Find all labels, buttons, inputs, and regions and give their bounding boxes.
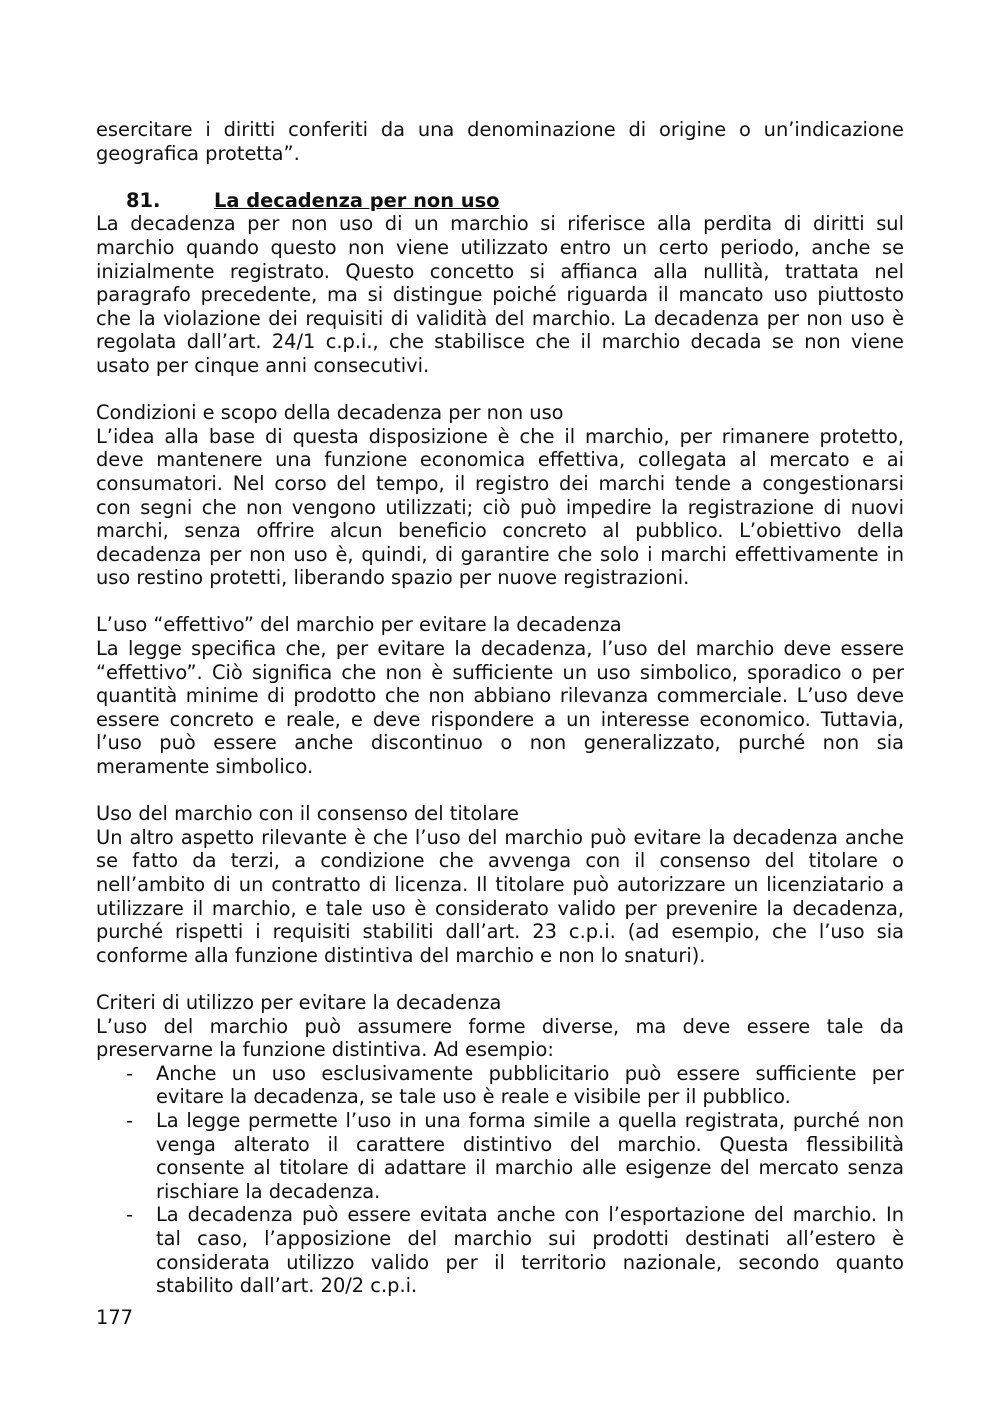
bullet-dash: - [126, 1108, 133, 1132]
spacer [96, 967, 904, 991]
intro-paragraph: esercitare i diritti conferiti da una denominazione di origine o un’indicazione geografica protetta”. [96, 118, 904, 165]
document-page [96, 118, 904, 1298]
section-title: La decadenza per non uso [214, 188, 500, 212]
bullet-dash: - [126, 1203, 133, 1227]
spacer [96, 590, 904, 614]
list-item [96, 1062, 904, 1109]
spacer [96, 779, 904, 803]
section-paragraph: La decadenza per non uso di un marchio si riferisce alla perdita di diritti sul marchio quando questo non viene utilizzato entro un certo periodo, anche se inizialmente registrato. Questo concetto si affianca alla nullità, trattata nel paragrafo precedente, ma si distingue poiché riguarda il mancato uso piuttosto che la violazione dei requisiti di validità del marchio. La decadenza per non uso è regolata dall’art. 24/1 c.p.i., che stabilisce che il marchio decada se non viene usato per cinque anni consecutivi. [96, 212, 904, 377]
list-item [96, 1109, 904, 1203]
paragraph-criteria: L’uso del marchio può assumere forme diverse, ma deve essere tale da preservarne la funzione distintiva. Ad esempio: [96, 1014, 904, 1062]
list-item-text: La decadenza può essere evitata anche con l’esportazione del marchio. In tal caso, l’apposizione del marchio sui prodotti destinati all’estero è considerata utilizzo valido per il territorio nazionale, secondo quanto stabilito dall’art. 20/2 c.p.i. [156, 1203, 904, 1298]
spacer [96, 378, 904, 402]
criteria-list [96, 1062, 904, 1298]
list-item [96, 1203, 904, 1297]
bullet-dash: - [126, 1061, 133, 1085]
list-item-text: Anche un uso esclusivamente pubblicitario può essere sufficiente per evitare la decadenza, se tale uso è reale e visibile per il pubblico. [156, 1061, 904, 1109]
subheading-criteria: Criteri di utilizzo per evitare la decadenza [96, 990, 502, 1014]
section-number: 81. [126, 188, 161, 212]
list-item-text: La legge permette l’uso in una forma simile a quella registrata, purché non venga alterato il carattere distintivo del marchio. Questa flessibilità consente al titolare di adattare il marchio alle esigenze del mercato senza rischiare la decadenza. [156, 1108, 904, 1203]
subheading-effective-use: L’uso “effettivo” del marchio per evitare la decadenza [96, 613, 622, 637]
section-heading [96, 189, 904, 213]
paragraph-consent: Un altro aspetto rilevante è che l’uso del marchio può evitare la decadenza anche se fatto da terzi, a condizione che avvenga con il consenso del titolare o nell’ambito di un contratto di licenza. Il titolare può autorizzare un licenziatario a utilizzare il marchio, e tale uso è considerato valido per prevenire la decadenza, purché rispetti i requisiti stabiliti dall’art. 23 c.p.i. (ad esempio, che l’uso sia conforme alla funzione distintiva del marchio e non lo snaturi). [96, 825, 904, 967]
page-number: 177 [96, 1306, 134, 1329]
paragraph-conditions: L’idea alla base di questa disposizione è che il marchio, per rimanere protetto, deve mantenere una funzione economica effettiva, collegata al mercato e ai consumatori. Nel corso del tempo, il registro dei marchi tende a congestionarsi con segni che non vengono utilizzati; ciò può impedire la registrazione di nuovi marchi, senza offrire alcun beneficio concreto al pubblico. L’obiettivo della decadenza per non uso è, quindi, di garantire che solo i marchi effettivamente in uso restino protetti, liberando spazio per nuove registrazioni. [96, 424, 904, 590]
subheading-consent: Uso del marchio con il consenso del titolare [96, 802, 519, 826]
spacer [96, 165, 904, 189]
paragraph-effective-use: La legge specifica che, per evitare la decadenza, l’uso del marchio deve essere “effettivo”. Ciò significa che non è sufficiente un uso simbolico, sporadico o per quantità minime di prodotto che non abbiano rilevanza commerciale. L’uso deve essere concreto e reale, e deve rispondere a un interesse economico. Tuttavia, l’uso può essere anche discontinuo o non generalizzato, purché non sia meramente simbolico. [96, 637, 904, 779]
subheading-conditions: Condizioni e scopo della decadenza per non uso [96, 401, 564, 425]
